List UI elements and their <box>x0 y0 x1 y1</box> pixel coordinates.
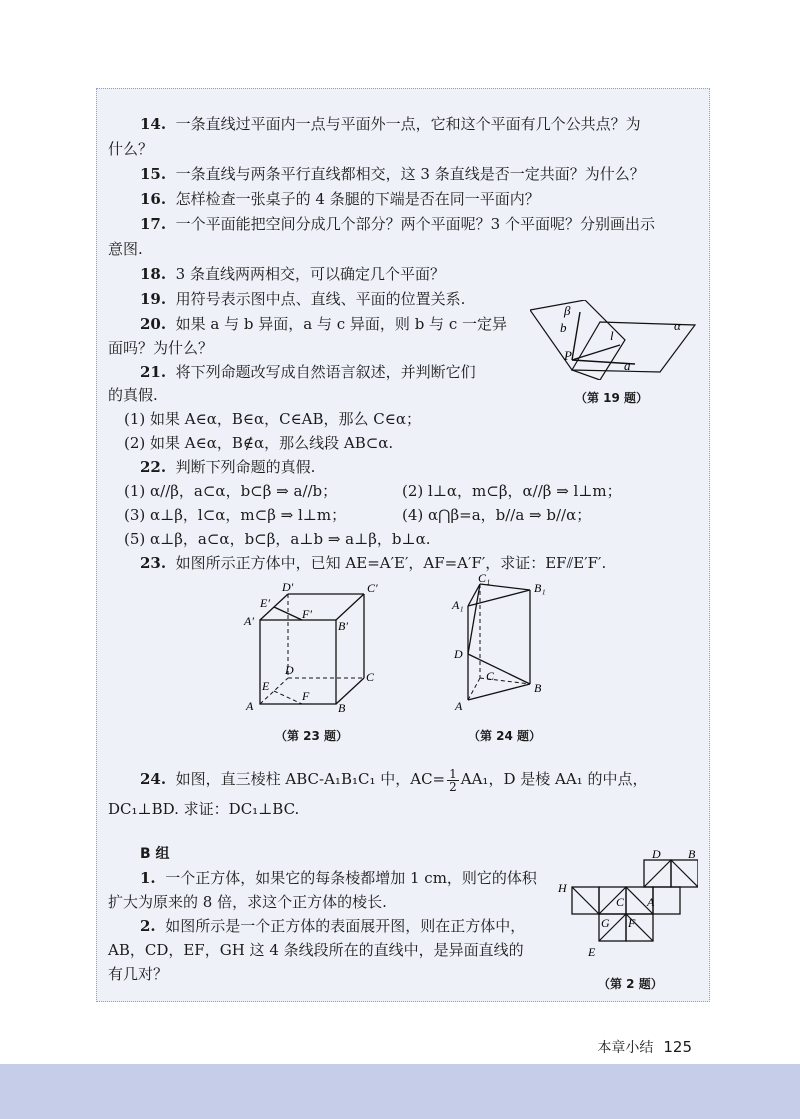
fig19-label-l: l <box>610 328 614 343</box>
problem-22-sub-3: (3) α⊥β，l⊂α，m⊂β ⇒ l⊥m； <box>124 506 347 524</box>
group-b-problem-1-line-2: 扩大为原来的 8 倍，求这个正方体的棱长. <box>108 893 387 911</box>
problem-24-line-1: 24. 如图，直三棱柱 ABC-A₁B₁C₁ 中，AC= $\frac{1}{2}$ AA₁，D 是棱 AA₁ 的中点， <box>140 766 648 794</box>
fig24-label-C: C <box>486 669 495 683</box>
problem-19: 19. 用符号表示图中点、直线、平面的位置关系. <box>140 290 466 308</box>
problem-17-line-1: 17. 一个平面能把空间分成几个部分？两个平面呢？3 个平面呢？分别画出示 <box>140 215 655 233</box>
figure-23-caption: （第 23 题） <box>275 729 349 743</box>
fig23-label-A1: A′ <box>244 614 254 628</box>
figure-23 <box>240 580 385 715</box>
problem-17-line-2: 意图. <box>108 240 143 258</box>
fig23-label-C: C <box>366 670 375 684</box>
fig24-label-A1: A₁ <box>452 598 464 612</box>
page-number: 125 <box>663 1038 692 1056</box>
problem-16: 16. 怎样检查一张桌子的 4 条腿的下端是否在同一平面内？ <box>140 190 540 208</box>
bottom-band <box>0 1064 800 1119</box>
fig19-label-beta: β <box>564 303 571 318</box>
fig24-label-B1: B₁ <box>534 581 546 595</box>
problem-21-sub-1: (1) 如果 A∈α，B∈α，C∈AB，那么 C∈α； <box>124 410 422 428</box>
figb2-label-E: E <box>588 945 596 959</box>
fig19-label-P: P <box>564 348 572 363</box>
problem-20-line-2: 面吗？为什么？ <box>108 339 214 357</box>
figb2-label-H: H <box>558 881 567 895</box>
fig24-label-D: D <box>454 647 463 661</box>
figb2-label-B: B <box>688 848 696 861</box>
figb2-label-A: A <box>647 895 655 909</box>
fig19-label-alpha: α <box>674 318 681 333</box>
problem-22-sub-4: (4) α⋂β=a，b//a ⇒ b//α； <box>402 506 592 524</box>
fig19-label-a: a <box>624 358 631 373</box>
fig19-label-b: b <box>560 320 567 335</box>
fig23-label-D1: D′ <box>282 580 294 594</box>
figure-b2-caption: （第 2 题） <box>598 977 663 991</box>
group-b-title: B 组 <box>140 846 170 862</box>
problem-22-sub-5: (5) α⊥β，a⊂α，b⊂β，a⊥b ⇒ a⊥β，b⊥α. <box>124 530 431 548</box>
fig23-label-A: A <box>246 699 254 713</box>
fig24-label-A: A <box>455 699 463 712</box>
problem-21-sub-2: (2) 如果 A∈α，B∉α，那么线段 AB⊂α. <box>124 434 394 452</box>
problem-22-sub-1: (1) α//β，a⊂α，b⊂β ⇒ a//b； <box>124 482 338 500</box>
problem-23: 23. 如图所示正方体中，已知 AE=A′E′，AF=A′F′，求证：EF⫽E′F′. <box>140 554 607 572</box>
fraction-one-half: $\frac{1}{2}$ <box>449 766 457 794</box>
problem-22-sub-2: (2) l⊥α，m⊂β，α//β ⇒ l⊥m； <box>402 482 622 500</box>
problem-14-line-1: 14. 一条直线过平面内一点与平面外一点，它和这个平面有几个公共点？为 <box>140 115 641 133</box>
figure-19 <box>530 300 700 380</box>
fig23-label-B: B <box>338 701 346 715</box>
fig23-label-B1: B′ <box>338 619 348 633</box>
page-footer <box>597 1037 692 1057</box>
fig23-label-D: D <box>285 663 294 677</box>
fig23-label-E: E <box>262 679 270 693</box>
figb2-label-C: C <box>616 895 625 909</box>
fig24-label-C1: C₁ <box>478 572 491 585</box>
figb2-label-G: G <box>601 916 610 930</box>
figure-19-caption: （第 19 题） <box>575 391 649 405</box>
problem-18: 18. 3 条直线两两相交，可以确定几个平面？ <box>140 265 445 283</box>
problem-14-line-2: 什么？ <box>108 140 154 158</box>
group-b-problem-2-line-1: 2. 如图所示是一个正方体的表面展开图，则在正方体中， <box>140 917 526 935</box>
problem-24-line-2: DC₁⊥BD. 求证：DC₁⊥BC. <box>108 800 300 818</box>
group-b-problem-2-line-3: 有几对？ <box>108 965 169 983</box>
problem-22: 22. 判断下列命题的真假. <box>140 458 316 476</box>
figb2-label-D: D <box>652 848 661 861</box>
group-b-problem-1-line-1: 1. 一个正方体，如果它的每条棱都增加 1 cm，则它的体积 <box>140 869 537 887</box>
fig23-label-E1: E′ <box>260 596 270 610</box>
figure-b2-cube-net <box>556 848 698 960</box>
problem-21-line-2: 的真假. <box>108 386 158 404</box>
problem-20-line-1: 20. 如果 a 与 b 异面，a 与 c 异面，则 b 与 c 一定异 <box>140 315 507 333</box>
fig23-label-F1: F′ <box>302 607 312 621</box>
section-name: 本章小结 <box>597 1040 654 1056</box>
fig23-label-F: F <box>302 689 310 703</box>
group-b-problem-2-line-2: AB，CD，EF，GH 这 4 条线段所在的直线中，是异面直线的 <box>108 941 524 959</box>
figure-24-caption: （第 24 题） <box>468 729 542 743</box>
problem-15: 15. 一条直线与两条平行直线都相交，这 3 条直线是否一定共面？为什么？ <box>140 165 645 183</box>
problem-21-line-1: 21. 将下列命题改写成自然语言叙述，并判断它们 <box>140 363 476 381</box>
fig23-label-C1: C′ <box>367 581 378 595</box>
figb2-label-F: F <box>628 916 636 930</box>
fig24-label-B: B <box>534 681 542 695</box>
figure-24 <box>450 572 565 712</box>
